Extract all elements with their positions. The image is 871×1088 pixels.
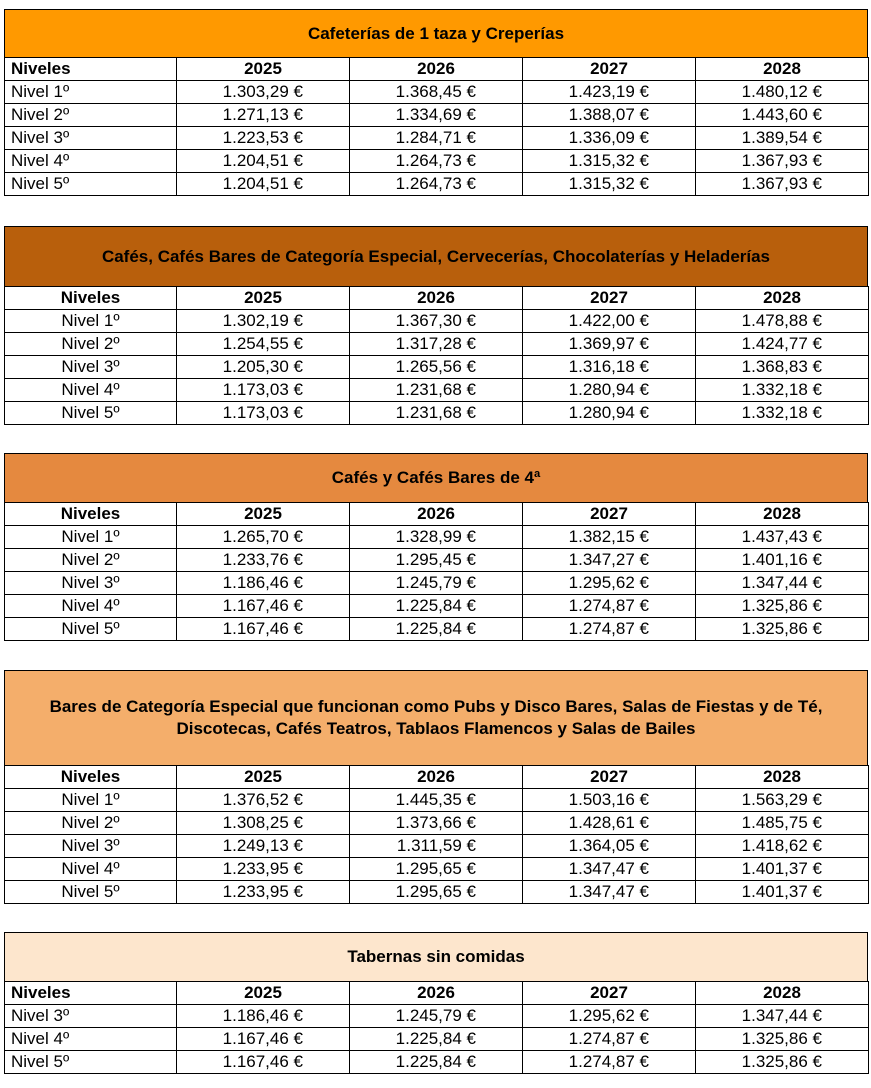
table-title-text — [308, 23, 564, 45]
salary-cell: 1.367,93 € — [696, 150, 869, 173]
header-year: 2028 — [696, 58, 869, 81]
salary-cell: 1.303,29 € — [177, 81, 350, 104]
table-title-line: Cafés y Cafés Bares de 4ª — [331, 468, 541, 487]
table-title — [4, 9, 868, 57]
salary-cell: 1.167,46 € — [177, 1028, 350, 1051]
level-cell: Nivel 3º — [5, 356, 177, 379]
level-cell: Nivel 4º — [5, 858, 177, 881]
table-row — [5, 572, 869, 595]
salary-cell: 1.367,93 € — [696, 173, 869, 196]
table-row — [5, 858, 869, 881]
table-row — [5, 333, 869, 356]
salary-table-4 — [4, 670, 868, 904]
salary-cell: 1.167,46 € — [177, 595, 350, 618]
salary-cell: 1.249,13 € — [177, 835, 350, 858]
salary-cell: 1.274,87 € — [523, 1028, 696, 1051]
header-year: 2028 — [696, 766, 869, 789]
salary-cell: 1.418,62 € — [696, 835, 869, 858]
salary-cell: 1.368,45 € — [350, 81, 523, 104]
salary-cell: 1.315,32 € — [523, 173, 696, 196]
table-title — [4, 453, 868, 502]
table-title-line: Discotecas, Cafés Teatros, Tablaos Flamencos y Salas de Bailes — [176, 719, 696, 738]
table-grid — [4, 286, 869, 425]
salary-cell: 1.423,19 € — [523, 81, 696, 104]
level-cell: Nivel 5º — [5, 402, 177, 425]
salary-cell: 1.376,52 € — [177, 789, 350, 812]
table-title-text — [50, 696, 823, 740]
table-grid — [4, 981, 869, 1074]
salary-cell: 1.254,55 € — [177, 333, 350, 356]
salary-cell: 1.316,18 € — [523, 356, 696, 379]
header-year: 2027 — [523, 287, 696, 310]
salary-cell: 1.364,05 € — [523, 835, 696, 858]
salary-cell: 1.265,70 € — [177, 526, 350, 549]
table-title-line: Tabernas sin comidas — [347, 947, 525, 966]
salary-cell: 1.325,86 € — [696, 1051, 869, 1074]
header-year: 2027 — [523, 503, 696, 526]
level-cell: Nivel 2º — [5, 812, 177, 835]
salary-cell: 1.231,68 € — [350, 379, 523, 402]
table-title-text — [347, 946, 524, 968]
salary-cell: 1.401,37 € — [696, 881, 869, 904]
salary-cell: 1.245,79 € — [350, 1005, 523, 1028]
salary-cell: 1.347,27 € — [523, 549, 696, 572]
table-row — [5, 379, 869, 402]
header-year: 2026 — [350, 287, 523, 310]
header-year: 2026 — [350, 503, 523, 526]
table-header-row — [5, 287, 869, 310]
salary-cell: 1.284,71 € — [350, 127, 523, 150]
salary-cell: 1.271,13 € — [177, 104, 350, 127]
salary-cell: 1.274,87 € — [523, 1051, 696, 1074]
salary-cell: 1.325,86 € — [696, 618, 869, 641]
salary-cell: 1.264,73 € — [350, 150, 523, 173]
level-cell: Nivel 2º — [5, 333, 177, 356]
table-title — [4, 226, 868, 286]
header-niveles: Niveles — [5, 982, 177, 1005]
salary-cell: 1.347,44 € — [696, 572, 869, 595]
table-row — [5, 104, 869, 127]
salary-cell: 1.315,32 € — [523, 150, 696, 173]
salary-cell: 1.445,35 € — [350, 789, 523, 812]
table-header-row — [5, 766, 869, 789]
salary-cell: 1.223,53 € — [177, 127, 350, 150]
table-row — [5, 356, 869, 379]
table-row — [5, 618, 869, 641]
salary-cell: 1.233,76 € — [177, 549, 350, 572]
table-row — [5, 881, 869, 904]
table-row — [5, 1028, 869, 1051]
level-cell: Nivel 1º — [5, 526, 177, 549]
salary-cell: 1.347,47 € — [523, 881, 696, 904]
salary-cell: 1.373,66 € — [350, 812, 523, 835]
level-cell: Nivel 5º — [5, 1051, 177, 1074]
salary-cell: 1.225,84 € — [350, 618, 523, 641]
salary-cell: 1.302,19 € — [177, 310, 350, 333]
salary-cell: 1.317,28 € — [350, 333, 523, 356]
salary-cell: 1.264,73 € — [350, 173, 523, 196]
salary-cell: 1.424,77 € — [696, 333, 869, 356]
salary-cell: 1.388,07 € — [523, 104, 696, 127]
salary-cell: 1.308,25 € — [177, 812, 350, 835]
table-grid — [4, 502, 869, 641]
table-row — [5, 812, 869, 835]
header-year: 2025 — [177, 982, 350, 1005]
level-cell: Nivel 3º — [5, 127, 177, 150]
table-title-line: Bares de Categoría Especial que funcionan como Pubs y Disco Bares, Salas de Fiestas y de Té, — [49, 697, 823, 716]
table-header-row — [5, 982, 869, 1005]
level-cell: Nivel 5º — [5, 881, 177, 904]
salary-cell: 1.186,46 € — [177, 572, 350, 595]
salary-cell: 1.480,12 € — [696, 81, 869, 104]
salary-table-5 — [4, 932, 868, 1074]
header-year: 2028 — [696, 982, 869, 1005]
header-year: 2027 — [523, 58, 696, 81]
salary-cell: 1.369,97 € — [523, 333, 696, 356]
salary-cell: 1.328,99 € — [350, 526, 523, 549]
level-cell: Nivel 3º — [5, 835, 177, 858]
salary-cell: 1.167,46 € — [177, 618, 350, 641]
salary-cell: 1.167,46 € — [177, 1051, 350, 1074]
table-row — [5, 595, 869, 618]
table-title — [4, 670, 868, 765]
level-cell: Nivel 1º — [5, 310, 177, 333]
level-cell: Nivel 2º — [5, 549, 177, 572]
salary-cell: 1.401,16 € — [696, 549, 869, 572]
salary-cell: 1.332,18 € — [696, 379, 869, 402]
header-niveles: Niveles — [5, 503, 177, 526]
salary-cell: 1.231,68 € — [350, 402, 523, 425]
salary-cell: 1.367,30 € — [350, 310, 523, 333]
table-header-row — [5, 503, 869, 526]
header-year: 2027 — [523, 766, 696, 789]
table-row — [5, 835, 869, 858]
level-cell: Nivel 4º — [5, 150, 177, 173]
salary-cell: 1.274,87 € — [523, 618, 696, 641]
salary-cell: 1.295,62 € — [523, 1005, 696, 1028]
table-row — [5, 526, 869, 549]
level-cell: Nivel 1º — [5, 81, 177, 104]
salary-cell: 1.332,18 € — [696, 402, 869, 425]
salary-cell: 1.347,47 € — [523, 858, 696, 881]
salary-cell: 1.265,56 € — [350, 356, 523, 379]
salary-cell: 1.485,75 € — [696, 812, 869, 835]
level-cell: Nivel 4º — [5, 595, 177, 618]
salary-table-1 — [4, 9, 868, 196]
salary-cell: 1.173,03 € — [177, 379, 350, 402]
table-row — [5, 549, 869, 572]
salary-cell: 1.428,61 € — [523, 812, 696, 835]
table-title-line: Cafeterías de 1 taza y Creperías — [307, 23, 565, 43]
salary-cell: 1.347,44 € — [696, 1005, 869, 1028]
table-row — [5, 310, 869, 333]
table-row — [5, 402, 869, 425]
level-cell: Nivel 1º — [5, 789, 177, 812]
level-cell: Nivel 3º — [5, 572, 177, 595]
level-cell: Nivel 5º — [5, 173, 177, 196]
salary-cell: 1.478,88 € — [696, 310, 869, 333]
header-year: 2025 — [177, 503, 350, 526]
table-grid — [4, 57, 869, 196]
salary-cell: 1.225,84 € — [350, 1051, 523, 1074]
header-year: 2026 — [350, 982, 523, 1005]
table-row — [5, 173, 869, 196]
header-year: 2025 — [177, 58, 350, 81]
salary-cell: 1.382,15 € — [523, 526, 696, 549]
header-year: 2025 — [177, 766, 350, 789]
table-title-text — [332, 467, 541, 489]
header-niveles: Niveles — [5, 58, 177, 81]
salary-cell: 1.422,00 € — [523, 310, 696, 333]
header-year: 2028 — [696, 503, 869, 526]
salary-cell: 1.325,86 € — [696, 595, 869, 618]
salary-cell: 1.563,29 € — [696, 789, 869, 812]
salary-cell: 1.503,16 € — [523, 789, 696, 812]
table-row — [5, 150, 869, 173]
salary-cell: 1.233,95 € — [177, 858, 350, 881]
salary-cell: 1.295,65 € — [350, 858, 523, 881]
header-niveles: Niveles — [5, 766, 177, 789]
level-cell: Nivel 4º — [5, 379, 177, 402]
salary-cell: 1.325,86 € — [696, 1028, 869, 1051]
header-year: 2025 — [177, 287, 350, 310]
level-cell: Nivel 3º — [5, 1005, 177, 1028]
header-year: 2027 — [523, 982, 696, 1005]
table-row — [5, 1005, 869, 1028]
salary-cell: 1.204,51 € — [177, 150, 350, 173]
table-row — [5, 1051, 869, 1074]
salary-cell: 1.280,94 € — [523, 402, 696, 425]
salary-table-2 — [4, 226, 868, 425]
salary-cell: 1.311,59 € — [350, 835, 523, 858]
header-niveles: Niveles — [5, 287, 177, 310]
salary-cell: 1.389,54 € — [696, 127, 869, 150]
table-title-line: Cafés, Cafés Bares de Categoría Especial, Cervecerías, Chocolaterías y Heladerías — [101, 246, 771, 266]
salary-cell: 1.368,83 € — [696, 356, 869, 379]
table-header-row — [5, 58, 869, 81]
salary-cell: 1.295,62 € — [523, 572, 696, 595]
table-title — [4, 932, 868, 981]
salary-cell: 1.437,43 € — [696, 526, 869, 549]
salary-cell: 1.334,69 € — [350, 104, 523, 127]
table-grid — [4, 765, 869, 904]
level-cell: Nivel 4º — [5, 1028, 177, 1051]
salary-cell: 1.443,60 € — [696, 104, 869, 127]
salary-cell: 1.280,94 € — [523, 379, 696, 402]
salary-cell: 1.186,46 € — [177, 1005, 350, 1028]
table-title-text — [102, 246, 770, 268]
salary-cell: 1.401,37 € — [696, 858, 869, 881]
salary-cell: 1.173,03 € — [177, 402, 350, 425]
level-cell: Nivel 5º — [5, 618, 177, 641]
header-year: 2028 — [696, 287, 869, 310]
salary-cell: 1.336,09 € — [523, 127, 696, 150]
level-cell: Nivel 2º — [5, 104, 177, 127]
table-row — [5, 789, 869, 812]
salary-cell: 1.225,84 € — [350, 1028, 523, 1051]
salary-cell: 1.205,30 € — [177, 356, 350, 379]
salary-cell: 1.295,65 € — [350, 881, 523, 904]
header-year: 2026 — [350, 766, 523, 789]
salary-cell: 1.245,79 € — [350, 572, 523, 595]
table-row — [5, 127, 869, 150]
salary-cell: 1.204,51 € — [177, 173, 350, 196]
salary-table-3 — [4, 453, 868, 641]
salary-cell: 1.233,95 € — [177, 881, 350, 904]
header-year: 2026 — [350, 58, 523, 81]
table-row — [5, 81, 869, 104]
salary-cell: 1.225,84 € — [350, 595, 523, 618]
salary-cell: 1.295,45 € — [350, 549, 523, 572]
salary-cell: 1.274,87 € — [523, 595, 696, 618]
